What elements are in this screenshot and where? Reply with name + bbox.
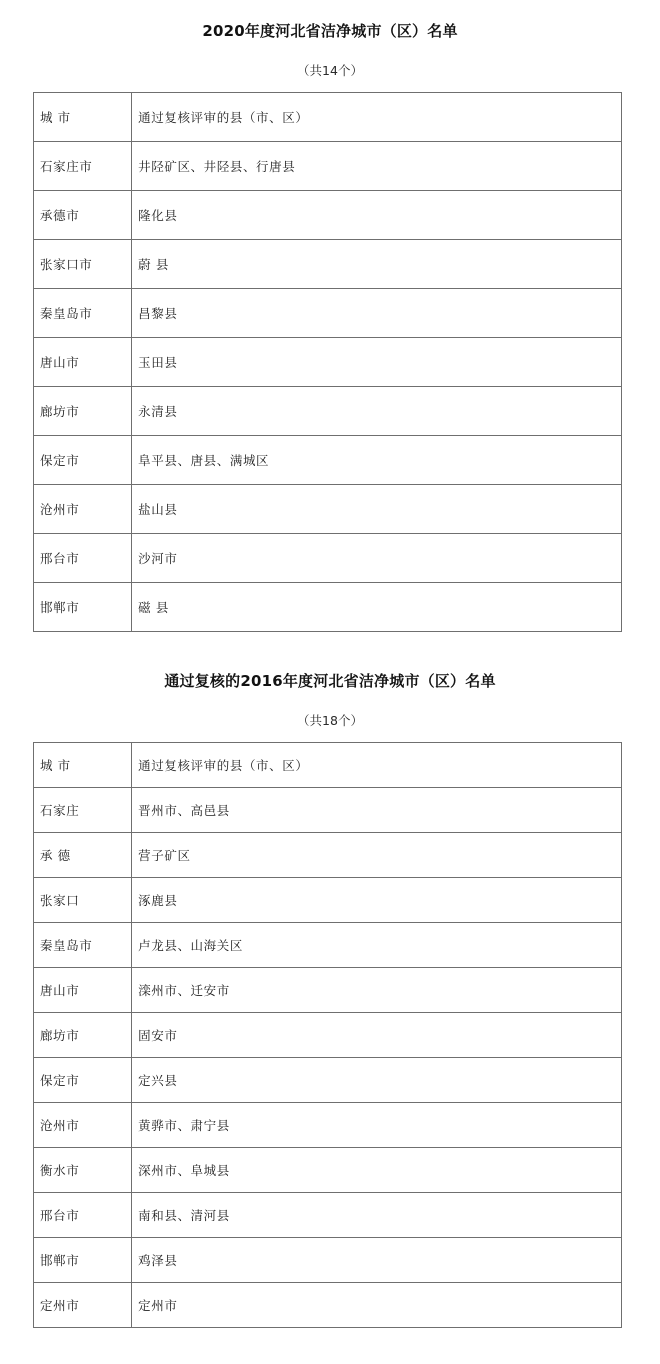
column-header-counties: [132, 743, 622, 788]
city-name: 沧州市: [40, 1117, 80, 1133]
counties-cell: [132, 289, 622, 338]
counties-list: 井陉矿区、井陉县、行唐县: [138, 158, 296, 174]
counties-cell: [132, 833, 622, 878]
counties-list: 营子矿区: [138, 847, 191, 863]
counties-list: 磁 县: [138, 599, 169, 615]
city-cell: [34, 1103, 132, 1148]
city-name: 石家庄市: [40, 158, 93, 174]
city-name: 邢台市: [40, 1207, 80, 1223]
counties-list: 涿鹿县: [138, 892, 178, 908]
city-cell: [34, 534, 132, 583]
table-row: [34, 534, 622, 583]
table-row: [34, 1148, 622, 1193]
city-cell: [34, 191, 132, 240]
column-header-counties: [132, 93, 622, 142]
column-header-city-label: 城 市: [40, 109, 71, 125]
city-name: 邢台市: [40, 550, 80, 566]
city-name: 定州市: [40, 1297, 80, 1313]
city-cell: [34, 968, 132, 1013]
table-row: [34, 833, 622, 878]
table-row: [34, 387, 622, 436]
counties-list: 定兴县: [138, 1072, 178, 1088]
section-1-table-wrapper: [33, 92, 622, 632]
city-cell: [34, 788, 132, 833]
section-2-table-wrapper: [33, 742, 622, 1328]
city-cell: [34, 1193, 132, 1238]
table-row: [34, 1238, 622, 1283]
counties-cell: [132, 142, 622, 191]
city-cell: [34, 436, 132, 485]
table-row: [34, 191, 622, 240]
counties-list: 阜平县、唐县、满城区: [138, 452, 270, 468]
city-cell: [34, 583, 132, 632]
counties-list: 晋州市、高邑县: [138, 802, 230, 818]
table-row: [34, 583, 622, 632]
city-name: 保定市: [40, 452, 80, 468]
city-cell: [34, 923, 132, 968]
city-name: 保定市: [40, 1072, 80, 1088]
section-2-title: 通过复核的2016年度河北省洁净城市（区）名单: [164, 672, 496, 690]
city-name: 邯郸市: [40, 1252, 80, 1268]
counties-list: 永清县: [138, 403, 178, 419]
counties-cell: [132, 968, 622, 1013]
counties-list: 固安市: [138, 1027, 178, 1043]
city-cell: [34, 240, 132, 289]
table-row: [34, 788, 622, 833]
clean-cities-2016-review-table: [33, 742, 622, 1328]
counties-list: 深州市、阜城县: [138, 1162, 230, 1178]
counties-list: 南和县、清河县: [138, 1207, 230, 1223]
counties-cell: [132, 1058, 622, 1103]
table-row: [34, 1283, 622, 1328]
counties-list: 定州市: [138, 1297, 178, 1313]
counties-list: 沙河市: [138, 550, 178, 566]
city-cell: [34, 1058, 132, 1103]
city-name: 廊坊市: [40, 403, 80, 419]
counties-cell: [132, 788, 622, 833]
city-cell: [34, 289, 132, 338]
table-row: [34, 240, 622, 289]
city-name: 唐山市: [40, 982, 80, 998]
counties-cell: [132, 923, 622, 968]
column-header-city: [34, 93, 132, 142]
table-row: [34, 436, 622, 485]
city-name: 唐山市: [40, 354, 80, 370]
table-row: [34, 289, 622, 338]
city-cell: [34, 1238, 132, 1283]
city-name: 秦皇岛市: [40, 305, 93, 321]
counties-cell: [132, 387, 622, 436]
city-name: 廊坊市: [40, 1027, 80, 1043]
table-row: [34, 338, 622, 387]
counties-cell: [132, 1148, 622, 1193]
counties-cell: [132, 1238, 622, 1283]
city-name: 衡水市: [40, 1162, 80, 1178]
table-row: [34, 878, 622, 923]
counties-cell: [132, 583, 622, 632]
counties-list: 黄骅市、肃宁县: [138, 1117, 230, 1133]
clean-cities-2020-table: [33, 92, 622, 632]
city-cell: [34, 142, 132, 191]
column-header-counties-label: 通过复核评审的县（市、区）: [138, 757, 309, 773]
table-row: [34, 1013, 622, 1058]
city-cell: [34, 878, 132, 923]
city-cell: [34, 833, 132, 878]
counties-cell: [132, 1103, 622, 1148]
city-name: 张家口: [40, 892, 80, 908]
table-row: [34, 142, 622, 191]
counties-list: 鸡泽县: [138, 1252, 178, 1268]
counties-list: 滦州市、迁安市: [138, 982, 230, 998]
section-2-subtitle: （共18个）: [297, 713, 363, 728]
city-cell: [34, 387, 132, 436]
city-cell: [34, 338, 132, 387]
counties-cell: [132, 878, 622, 923]
section-1-title: 2020年度河北省洁净城市（区）名单: [202, 22, 458, 40]
counties-cell: [132, 1283, 622, 1328]
city-name: 沧州市: [40, 501, 80, 517]
counties-list: 隆化县: [138, 207, 178, 223]
city-cell: [34, 1013, 132, 1058]
city-name: 承 德: [40, 847, 71, 863]
column-header-city: [34, 743, 132, 788]
table-header-row: [34, 93, 622, 142]
city-cell: [34, 1148, 132, 1193]
city-cell: [34, 1283, 132, 1328]
table-row: [34, 1193, 622, 1238]
city-name: 秦皇岛市: [40, 937, 93, 953]
counties-cell: [132, 240, 622, 289]
city-cell: [34, 485, 132, 534]
table-row: [34, 1103, 622, 1148]
table-row: [34, 1058, 622, 1103]
city-name: 邯郸市: [40, 599, 80, 615]
table-row: [34, 923, 622, 968]
counties-list: 盐山县: [138, 501, 178, 517]
counties-cell: [132, 436, 622, 485]
city-name: 张家口市: [40, 256, 93, 272]
section-1-subtitle: （共14个）: [297, 63, 363, 78]
counties-list: 卢龙县、山海关区: [138, 937, 243, 953]
counties-cell: [132, 191, 622, 240]
column-header-counties-label: 通过复核评审的县（市、区）: [138, 109, 309, 125]
column-header-city-label: 城 市: [40, 757, 71, 773]
counties-cell: [132, 534, 622, 583]
city-name: 承德市: [40, 207, 80, 223]
counties-list: 玉田县: [138, 354, 178, 370]
counties-cell: [132, 485, 622, 534]
counties-cell: [132, 1193, 622, 1238]
counties-cell: [132, 1013, 622, 1058]
counties-cell: [132, 338, 622, 387]
city-name: 石家庄: [40, 802, 80, 818]
table-row: [34, 968, 622, 1013]
table-row: [34, 485, 622, 534]
table-header-row: [34, 743, 622, 788]
counties-list: 昌黎县: [138, 305, 178, 321]
counties-list: 蔚 县: [138, 256, 169, 272]
